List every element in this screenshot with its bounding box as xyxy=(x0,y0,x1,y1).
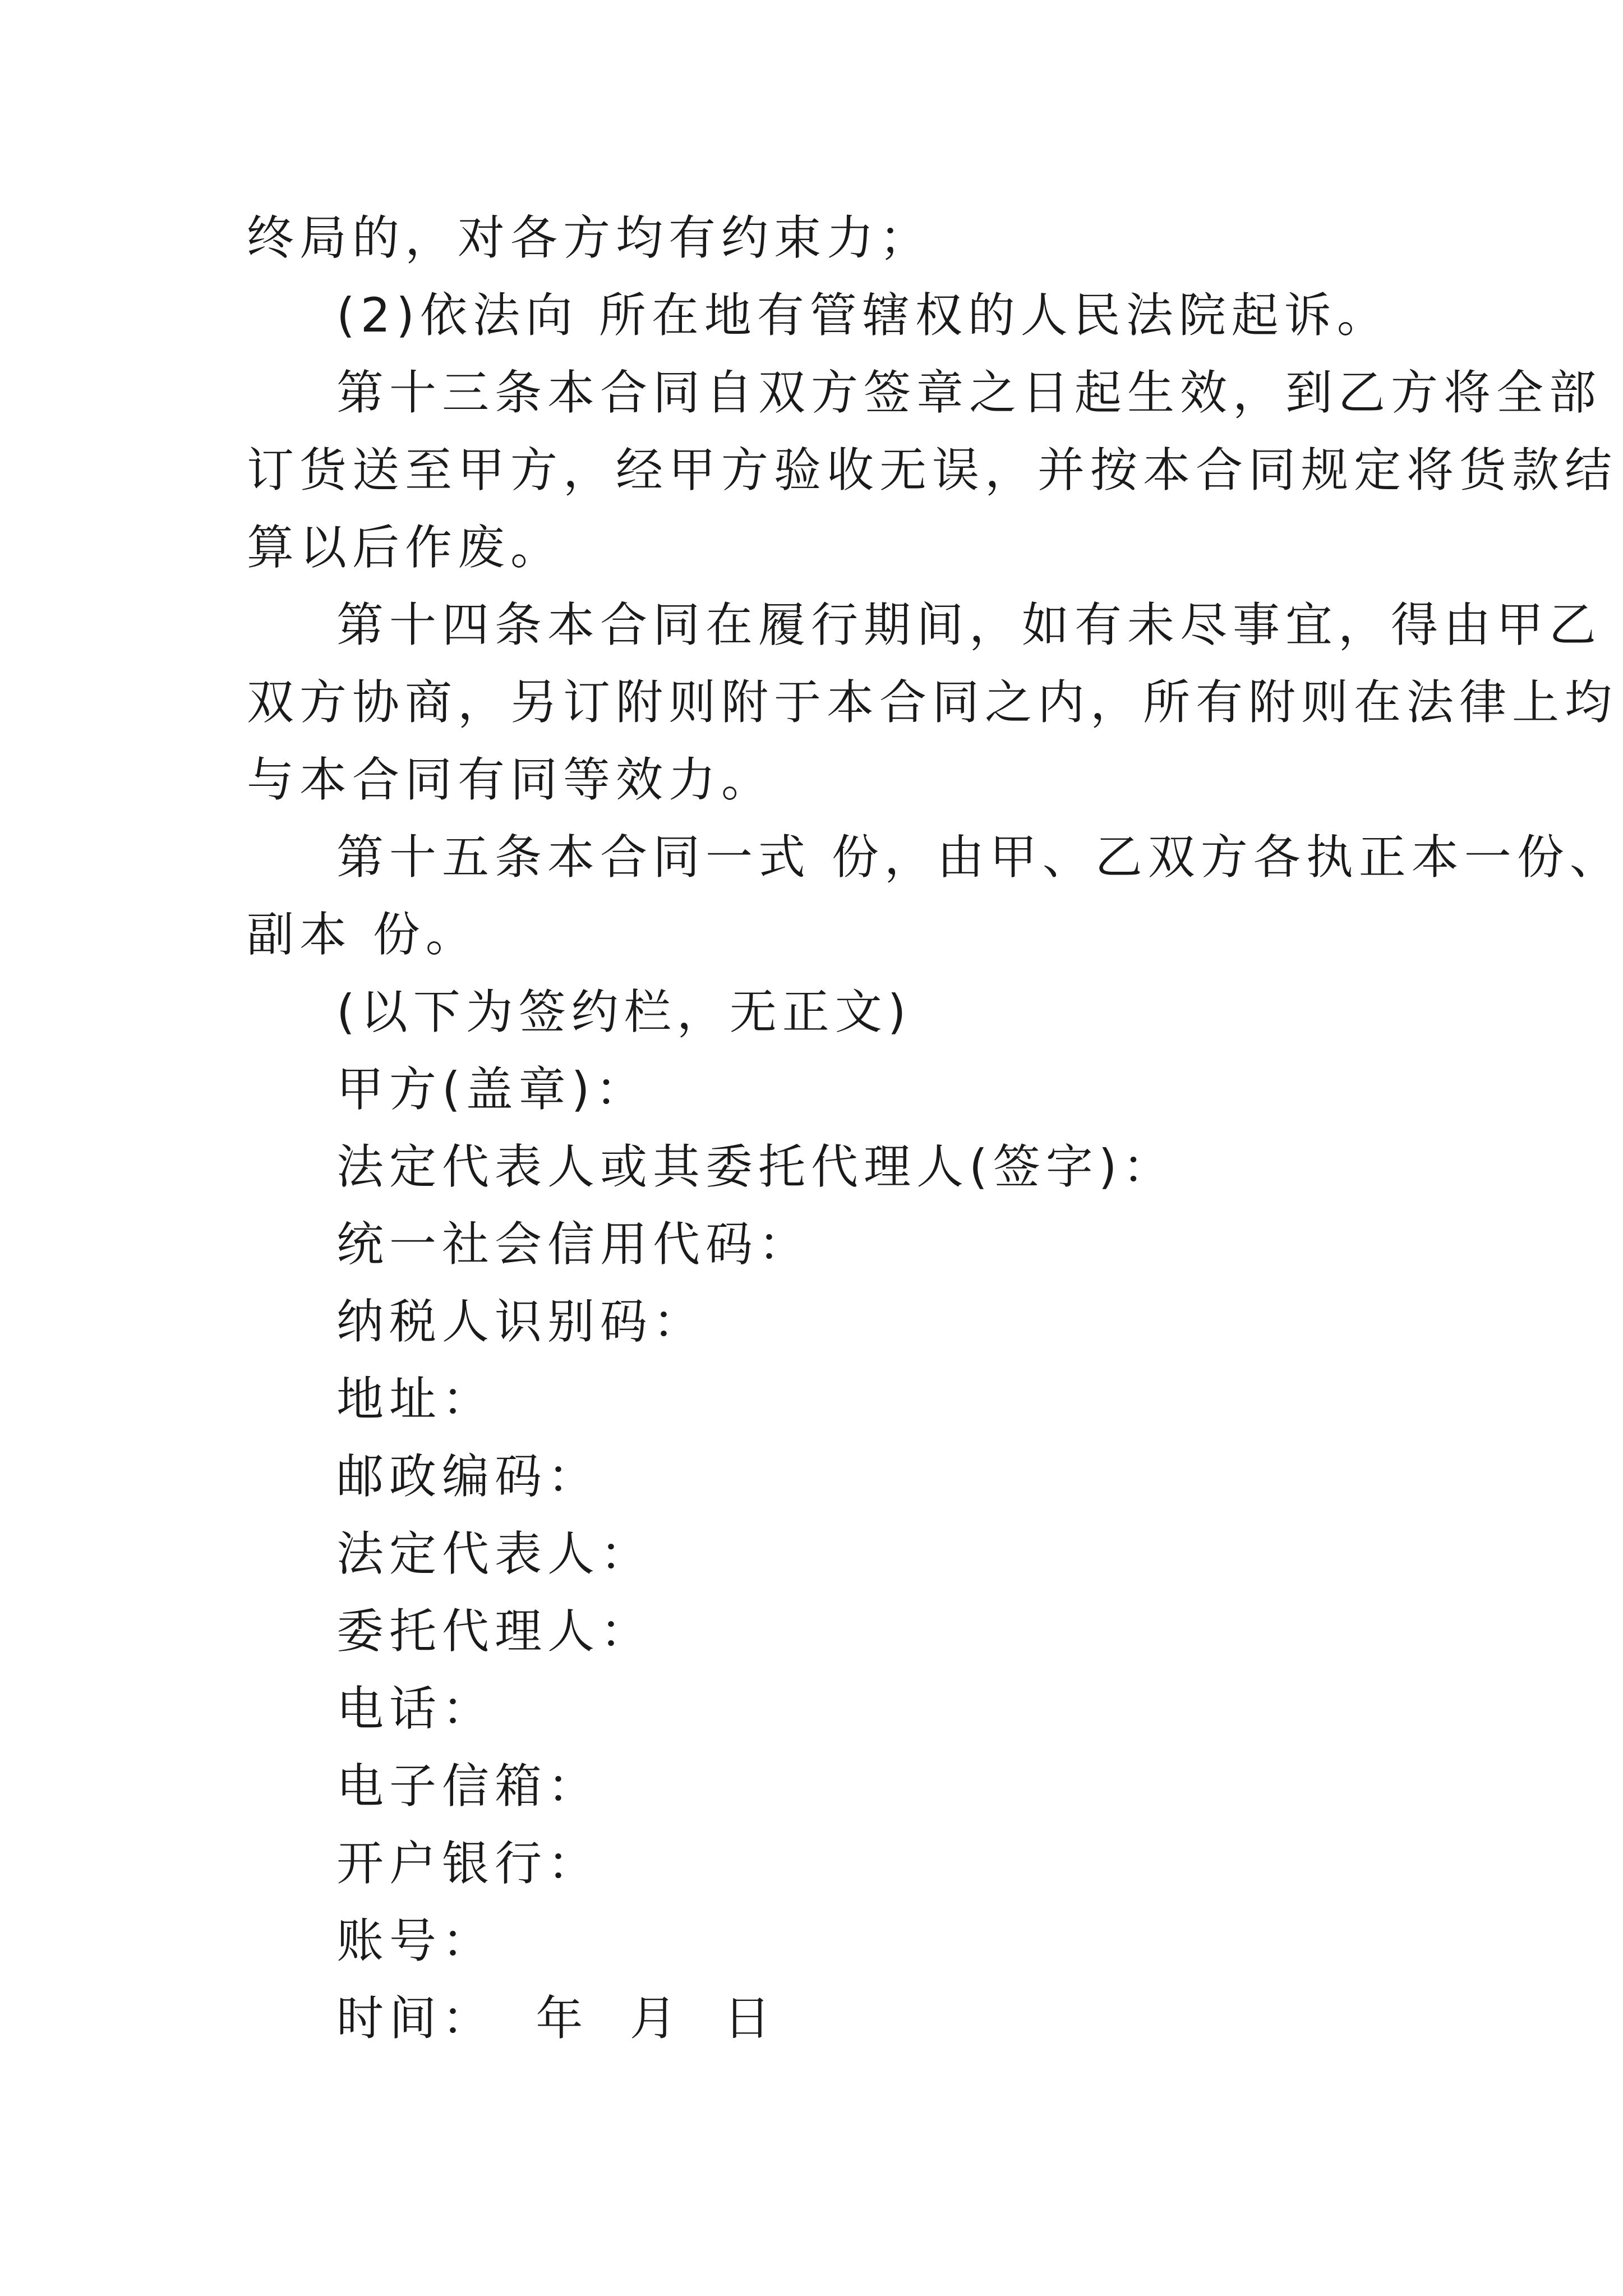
article-14-line: 第十四条本合同在履行期间，如有未尽事宜，得由甲乙 xyxy=(336,597,1602,652)
phone-label: 电话： xyxy=(336,1681,495,1736)
paragraph-line: 终局的，对各方均有约束力； xyxy=(247,210,933,265)
paragraph-line: 算以后作废。 xyxy=(247,520,564,575)
paragraph-line: (2)依法向 所在地有管辖权的人民法院起诉。 xyxy=(336,288,1390,343)
paragraph-line: 副本 份。 xyxy=(247,907,478,962)
paragraph-line: 与本合同有同等效力。 xyxy=(247,752,774,807)
signature-section-note: (以下为签约栏，无正文) xyxy=(336,984,912,1039)
authorized-agent-label: 委托代理人： xyxy=(336,1604,653,1659)
address-label: 地址： xyxy=(336,1372,495,1427)
paragraph-line: 订货送至甲方，经甲方验收无误，并按本合同规定将货款结 xyxy=(247,443,1618,498)
article-15-line: 第十五条本合同一式 份，由甲、乙双方各执正本一份、 xyxy=(336,830,1622,885)
legal-rep-sign-label: 法定代表人或其委托代理人(签字)： xyxy=(336,1139,1175,1194)
credit-code-label: 统一社会信用代码： xyxy=(336,1217,811,1272)
party-a-seal-label: 甲方(盖章)： xyxy=(336,1062,648,1117)
article-13-line: 第十三条本合同自双方签章之日起生效，到乙方将全部 xyxy=(336,365,1602,420)
date-label: 时间： 年 月 日 xyxy=(336,1991,777,2046)
account-label: 账号： xyxy=(336,1913,495,1968)
bank-label: 开户银行： xyxy=(336,1836,601,1891)
paragraph-line: 双方协商，另订附则附于本合同之内，所有附则在法律上均 xyxy=(247,675,1618,730)
email-label: 电子信箱： xyxy=(336,1759,601,1814)
postal-code-label: 邮政编码： xyxy=(336,1449,601,1504)
taxpayer-id-label: 纳税人识别码： xyxy=(336,1294,706,1349)
legal-representative-label: 法定代表人： xyxy=(336,1526,653,1581)
